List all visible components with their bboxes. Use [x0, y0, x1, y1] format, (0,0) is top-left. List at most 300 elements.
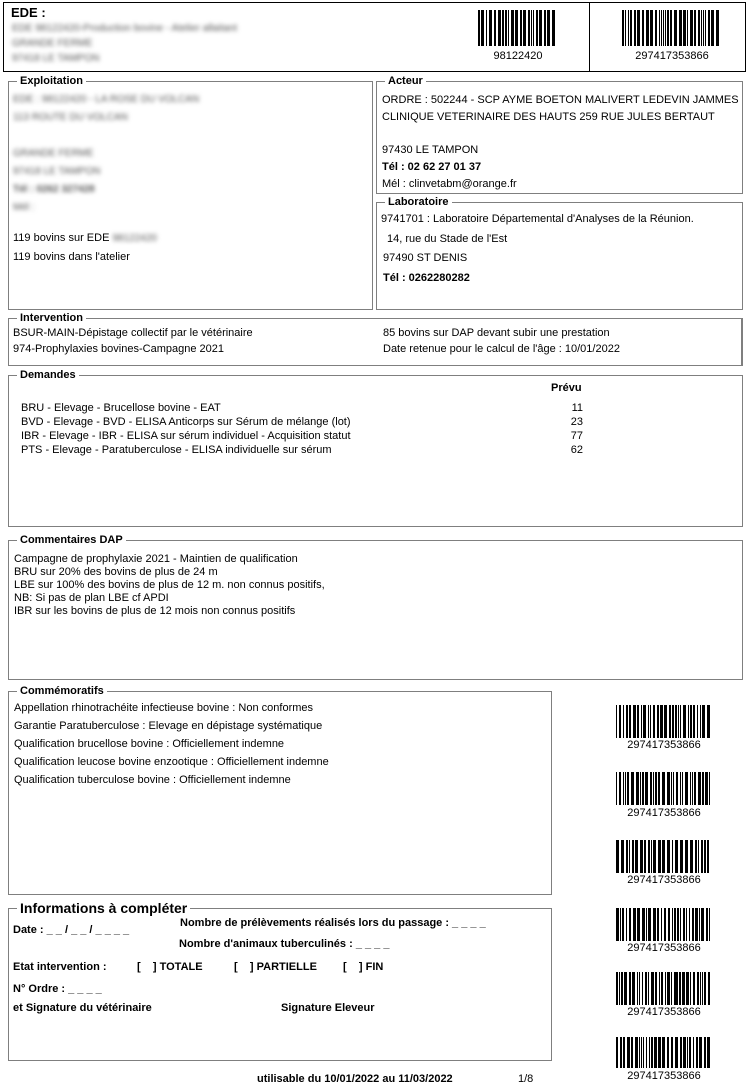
barcode-bar: [672, 705, 674, 738]
laboratoire-street: 14, rue du Stade de l'Est: [387, 233, 508, 245]
barcode-bar: [640, 772, 641, 805]
barcode-bar: [641, 705, 642, 738]
barcode-bar: [667, 972, 670, 1005]
barcode-bar: [621, 840, 624, 873]
demande-label: IBR - Elevage - IBR - ELISA sur sérum individuel - Acquisition statut: [21, 430, 351, 442]
barcode-bar: [658, 840, 661, 873]
barcode-bar: [701, 908, 704, 941]
barcode-bar: [692, 908, 694, 941]
demande-label: BVD - Elevage - BVD - ELISA Anticorps sur Sérum de mélange (lot): [21, 416, 351, 428]
barcode-bar: [634, 10, 636, 46]
laboratoire-tel: Tél : 0262280282: [383, 272, 470, 284]
exploitation-line-5: 97418 LE TAMPON: [13, 166, 101, 177]
side-barcode-1-text: 297417353866: [627, 739, 701, 751]
checkbox-totale[interactable]: [ ] TOTALE: [137, 961, 203, 973]
barcode-bar: [657, 908, 659, 941]
demande-value: 11: [571, 402, 583, 414]
barcode-bar: [689, 1037, 691, 1068]
barcode-bar: [703, 10, 704, 46]
exploitation-line-4: GRANDE FERME: [13, 148, 94, 159]
barcode-bar: [622, 908, 624, 941]
side-barcode-3: [616, 840, 712, 873]
exploitation-line-2: 113 ROUTE DU VOLCAN: [13, 112, 128, 123]
barcode-bar: [640, 840, 643, 873]
barcode-bar: [651, 1037, 653, 1068]
barcode-bar: [693, 1037, 694, 1068]
barcode-bar: [665, 972, 666, 1005]
barcode-bar: [683, 10, 686, 46]
barcode-bar: [643, 705, 646, 738]
commentaire-line: BRU sur 20% des bovins de plus de 24 m: [14, 566, 218, 578]
barcode-bar: [651, 840, 652, 873]
barcode-bar: [694, 772, 696, 805]
barcode-bar: [686, 972, 689, 1005]
barcode-bar: [653, 840, 656, 873]
page-number: 1/8: [518, 1073, 534, 1085]
barcode-bar: [700, 972, 701, 1005]
barcode-bar: [678, 705, 679, 738]
barcode-bar: [635, 1037, 638, 1068]
barcode-bar: [637, 10, 640, 46]
barcode-bar: [702, 972, 703, 1005]
barcode-bar: [635, 840, 638, 873]
barcode-bar: [698, 772, 701, 805]
checkbox-fin[interactable]: [ ] FIN: [343, 961, 384, 973]
header-divider: [589, 3, 590, 71]
table-row: [21, 429, 583, 443]
barcode-bar: [658, 1037, 661, 1068]
barcode-bar: [670, 10, 672, 46]
barcode-bar: [659, 10, 660, 46]
header-barcode-1-text: 98122420: [493, 50, 543, 62]
barcode-bar: [668, 908, 670, 941]
barcode-bar: [683, 1037, 686, 1068]
barcode-bar: [626, 840, 628, 873]
barcode-bar: [625, 10, 626, 46]
commentaire-line: Campagne de prophylaxie 2021 - Maintien de qualification: [14, 553, 298, 565]
barcode-bar: [682, 772, 683, 805]
commentaires-title: Commentaires DAP: [17, 533, 126, 547]
barcode-bar: [620, 1037, 622, 1068]
side-barcode-1: [616, 705, 712, 738]
informations-title: Informations à compléter: [17, 900, 190, 917]
side-barcode-3-text: 297417353866: [627, 874, 701, 886]
barcode-bar: [648, 840, 650, 873]
barcode-bar: [699, 908, 700, 941]
barcode-bar: [653, 772, 654, 805]
barcode-bar: [481, 10, 484, 46]
barcode-bar: [672, 840, 673, 873]
barcode-bar: [693, 972, 695, 1005]
barcode-bar: [627, 772, 629, 805]
barcode-bar: [685, 840, 688, 873]
barcode-bar: [498, 10, 501, 46]
barcode-bar: [536, 10, 538, 46]
barcode-bar: [688, 705, 689, 738]
barcode-bar: [675, 840, 678, 873]
header-barcode-2: [622, 10, 722, 46]
barcode-bar: [486, 10, 487, 46]
barcode-bar: [702, 772, 704, 805]
barcode-bar: [698, 840, 699, 873]
barcode-bar: [508, 10, 509, 46]
barcode-bar: [633, 705, 636, 738]
validity-footer: utilisable du 10/01/2022 au 11/03/2022: [257, 1073, 453, 1085]
barcode-bar: [680, 840, 683, 873]
barcode-bar: [676, 772, 678, 805]
barcode-bar: [631, 1037, 633, 1068]
barcode-bar: [671, 972, 672, 1005]
intervention-box: [8, 312, 743, 366]
barcode-bar: [626, 705, 628, 738]
demande-value: 77: [570, 430, 583, 442]
barcode-bar: [679, 972, 681, 1005]
barcode-bar: [661, 908, 662, 941]
barcode-bar: [699, 1037, 702, 1068]
barcode-bar: [667, 840, 670, 873]
laboratoire-city: 97490 ST DENIS: [383, 252, 468, 264]
barcode-bar: [623, 705, 624, 738]
barcode-bar: [625, 772, 626, 805]
commemoratifs-title: Commémoratifs: [17, 684, 107, 698]
demande-label: PTS - Elevage - Paratuberculose - ELISA individuelle sur sérum: [21, 444, 332, 456]
commemoratif-line: Qualification brucellose bovine : Officiellement indemne: [14, 738, 285, 750]
header-box: [3, 2, 746, 72]
barcode-bar: [704, 1037, 706, 1068]
commentaire-line: NB: Si pas de plan LBE cf APDI: [14, 592, 169, 604]
barcode-bar: [632, 840, 634, 873]
signature-eleveur[interactable]: Signature Eleveur: [281, 1002, 375, 1014]
barcode-bar: [674, 908, 676, 941]
barcode-bar: [661, 972, 663, 1005]
barcode-bar: [690, 705, 693, 738]
table-row: [21, 443, 583, 457]
commemoratif-line: Garantie Paratuberculose : Elevage en dépistage systématique: [14, 720, 323, 732]
barcode-bar: [655, 972, 657, 1005]
barcode-bar: [478, 10, 480, 46]
commemoratif-line: Appellation rhinotrachéite infectieuse bovine : Non conformes: [14, 702, 314, 714]
barcode-bar: [623, 1037, 625, 1068]
acteur-ordre: ORDRE : 502244 - SCP AYME BOETON MALIVERT LEDEVIN JAMMES: [382, 94, 739, 106]
barcode-bar: [671, 772, 672, 805]
demandes-title: Demandes: [17, 368, 79, 382]
barcode-bar: [622, 10, 624, 46]
barcode-bar: [658, 772, 660, 805]
barcode-bar: [616, 908, 619, 941]
intervention-type: BSUR-MAIN-Dépistage collectif par le vétérinaire: [13, 327, 253, 339]
barcode-bar: [706, 908, 708, 941]
bovins-sur-ede: [13, 231, 157, 246]
ede-line-2: GRANDE FERME: [12, 38, 93, 49]
barcode-bar: [683, 908, 685, 941]
barcode-bar: [651, 972, 654, 1005]
header-barcode-1: [478, 10, 558, 46]
barcode-bar: [637, 972, 638, 1005]
barcode-bar: [619, 705, 621, 738]
acteur-title: Acteur: [385, 74, 426, 88]
barcode-bar: [689, 908, 690, 941]
barcode-bar: [624, 972, 627, 1005]
barcode-bar: [648, 972, 649, 1005]
barcode-bar: [653, 705, 655, 738]
barcode-bar: [645, 772, 648, 805]
side-barcode-2-text: 297417353866: [627, 807, 701, 819]
barcode-bar: [641, 1037, 643, 1068]
barcode-bar: [653, 908, 656, 941]
barcode-bar: [642, 908, 645, 941]
barcode-bar: [630, 10, 632, 46]
side-barcode-5-text: 297417353866: [627, 1006, 701, 1018]
barcode-bar: [680, 772, 681, 805]
demandes-box: [8, 369, 743, 527]
prevu-header: Prévu: [551, 382, 582, 394]
barcode-bar: [637, 705, 639, 738]
barcode-bar: [552, 10, 555, 46]
commemoratif-line: Qualification leucose bovine enzootique : Officiellement indemne: [14, 756, 329, 768]
acteur-tel: Tél : 02 62 27 01 37: [382, 161, 482, 173]
bovins-sur-ede-number: 98122420: [112, 233, 157, 244]
demandes-table: [21, 401, 583, 457]
nb-prelevements-field[interactable]: Nombre de prélèvements réalisés lors du passage : _ _ _ _: [180, 917, 486, 929]
barcode-bar: [650, 10, 653, 46]
intervention-title: Intervention: [17, 311, 86, 325]
barcode-bar: [705, 10, 706, 46]
barcode-bar: [682, 972, 685, 1005]
barcode-bar: [643, 1037, 644, 1068]
barcode-bar: [664, 908, 666, 941]
barcode-bar: [698, 10, 700, 46]
barcode-bar: [673, 772, 674, 805]
date-field[interactable]: Date : _ _ / _ _ / _ _ _ _: [13, 924, 130, 936]
barcode-bar: [642, 10, 644, 46]
barcode-bar: [711, 10, 714, 46]
barcode-bar: [619, 772, 621, 805]
header-barcode-2-text: 297417353866: [635, 50, 709, 62]
barcode-bar: [502, 10, 504, 46]
barcode-bar: [645, 972, 647, 1005]
demande-value: 23: [570, 416, 583, 428]
barcode-bar: [547, 10, 550, 46]
barcode-bar: [662, 1037, 665, 1068]
barcode-bar: [708, 10, 710, 46]
barcode-bar: [639, 972, 640, 1005]
barcode-bar: [677, 908, 679, 941]
side-barcode-2: [616, 772, 712, 805]
barcode-bar: [690, 10, 693, 46]
barcode-bar: [695, 840, 697, 873]
barcode-bar: [704, 840, 706, 873]
barcode-bar: [672, 908, 673, 941]
barcode-bar: [700, 705, 701, 738]
intervention-date-age: Date retenue pour le calcul de l'âge : 10/01/2022: [383, 343, 620, 355]
barcode-bar: [660, 705, 663, 738]
barcode-bar: [616, 840, 619, 873]
barcode-bar: [539, 10, 542, 46]
barcode-bar: [707, 1037, 710, 1068]
exploitation-line-6: Tél : 0262 327428: [13, 184, 95, 195]
barcode-bar: [697, 705, 698, 738]
barcode-bar: [646, 1037, 647, 1068]
barcode-bar: [523, 10, 526, 46]
barcode-bar: [626, 908, 627, 941]
side-barcode-4: [616, 908, 712, 941]
laboratoire-box: [376, 196, 743, 310]
barcode-bar: [701, 840, 703, 873]
barcode-bar: [646, 908, 647, 941]
barcode-bar: [685, 772, 688, 805]
barcode-bar: [716, 10, 719, 46]
barcode-bar: [674, 10, 677, 46]
barcode-bar: [686, 908, 687, 941]
barcode-bar: [650, 705, 651, 738]
barcode-bar: [633, 908, 636, 941]
barcode-bar: [637, 908, 640, 941]
barcode-bar: [528, 10, 530, 46]
barcode-bar: [531, 10, 532, 46]
barcode-bar: [655, 772, 657, 805]
barcode-bar: [694, 10, 696, 46]
barcode-bar: [627, 1037, 630, 1068]
barcode-bar: [708, 972, 710, 1005]
checkbox-partielle[interactable]: [ ] PARTIELLE: [234, 961, 317, 973]
laboratoire-name: 9741701 : Laboratoire Départemental d'Analyses de la Réunion.: [381, 213, 694, 225]
barcode-bar: [533, 10, 534, 46]
table-row: [21, 415, 583, 429]
side-barcode-6-text: 297417353866: [627, 1070, 701, 1082]
barcode-bar: [692, 772, 693, 805]
barcode-bar: [687, 10, 688, 46]
side-barcode-6: [616, 1037, 712, 1068]
exploitation-title: Exploitation: [17, 74, 86, 88]
barcode-bar: [701, 10, 702, 46]
nb-animaux-field[interactable]: Nombre d'animaux tuberculinés : _ _ _ _: [179, 938, 390, 950]
barcode-bar: [662, 840, 665, 873]
barcode-bar: [690, 840, 693, 873]
barcode-bar: [616, 1037, 618, 1068]
barcode-bar: [687, 1037, 689, 1068]
barcode-bar: [696, 1037, 698, 1068]
barcode-bar: [663, 10, 664, 46]
signature-veterinaire[interactable]: et Signature du vétérinaire: [13, 1002, 152, 1014]
barcode-bar: [675, 972, 678, 1005]
intervention-bovins-dap: 85 bovins sur DAP devant subir une prestation: [383, 327, 610, 339]
barcode-bar: [616, 772, 617, 805]
intervention-campagne: 974-Prophylaxies bovines-Campagne 2021: [13, 343, 224, 355]
barcode-bar: [639, 1037, 640, 1068]
ede-line-1: EDE 98122420-Production bovine - Atelier allaitant: [12, 23, 238, 34]
barcode-bar: [628, 10, 629, 46]
commemoratif-line: Qualification tuberculose bovine : Officiellement indemne: [14, 774, 291, 786]
demande-label: BRU - Elevage - Brucellose bovine - EAT: [21, 402, 221, 414]
barcode-bar: [697, 972, 699, 1005]
etat-intervention-label: Etat intervention :: [13, 961, 107, 973]
exploitation-box: [8, 75, 373, 310]
barcode-bar: [629, 840, 630, 873]
barcode-bar: [650, 772, 652, 805]
barcode-bar: [642, 972, 643, 1005]
barcode-bar: [619, 972, 620, 1005]
informations-box: [8, 900, 552, 1061]
acteur-city: 97430 LE TAMPON: [382, 144, 479, 156]
barcode-bar: [655, 10, 657, 46]
side-barcode-4-text: 297417353866: [627, 942, 701, 954]
barcode-bar: [649, 1037, 650, 1068]
barcode-bar: [515, 10, 518, 46]
exploitation-line-1: EDE : 98122420 - LA ROSE DU VOLCAN: [13, 94, 200, 105]
barcode-bar: [644, 840, 646, 873]
acteur-mel: Mél : clinvetabm@orange.fr: [382, 178, 517, 190]
barcode-bar: [654, 1037, 657, 1068]
barcode-bar: [683, 705, 686, 738]
barcode-bar: [494, 10, 496, 46]
barcode-bar: [680, 908, 681, 941]
barcode-bar: [505, 10, 507, 46]
acteur-box: [376, 75, 743, 194]
barcode-bar: [511, 10, 514, 46]
barcode-bar: [705, 772, 708, 805]
barcode-bar: [544, 10, 546, 46]
barcode-bar: [646, 10, 649, 46]
barcode-bar: [664, 705, 667, 738]
barcode-bar: [671, 1037, 673, 1068]
barcode-bar: [667, 1037, 669, 1068]
ede-line-3: 97418 LE TAMPON: [12, 53, 100, 64]
side-barcode-5: [616, 972, 712, 1005]
barcode-bar: [648, 705, 649, 738]
table-row: [21, 401, 583, 415]
barcode-bar: [621, 972, 623, 1005]
barcode-bar: [662, 772, 665, 805]
barcode-bar: [695, 908, 698, 941]
barcode-bar: [629, 908, 631, 941]
barcode-bar: [690, 972, 691, 1005]
barcode-bar: [631, 772, 634, 805]
ede-label: EDE :: [11, 5, 46, 20]
barcode-bar: [661, 10, 662, 46]
barcode-bar: [690, 772, 691, 805]
barcode-bar: [623, 772, 624, 805]
barcode-bar: [642, 772, 644, 805]
bovins-dans-atelier: 119 bovins dans l'atelier: [13, 251, 130, 263]
bovins-sur-ede-label: 119 bovins sur EDE: [13, 232, 110, 244]
barcode-bar: [680, 705, 681, 738]
barcode-bar: [709, 772, 710, 805]
barcode-bar: [616, 705, 617, 738]
barcode-bar: [669, 705, 671, 738]
barcode-bar: [636, 772, 639, 805]
acteur-clinique: CLINIQUE VETERINAIRE DES HAUTS 259 RUE JULES BERTAUT: [382, 111, 715, 123]
barcode-bar: [657, 705, 659, 738]
barcode-bar: [489, 10, 492, 46]
barcode-bar: [675, 705, 677, 738]
commemoratifs-box: [8, 685, 552, 895]
demande-value: 62: [570, 444, 583, 456]
barcode-bar: [693, 705, 695, 738]
no-ordre-field[interactable]: N° Ordre : _ _ _ _: [13, 983, 102, 995]
barcode-bar: [707, 705, 710, 738]
barcode-bar: [675, 1037, 678, 1068]
barcode-bar: [709, 908, 710, 941]
barcode-bar: [659, 972, 660, 1005]
exploitation-line-7: Mél :: [13, 202, 35, 213]
barcode-bar: [679, 10, 682, 46]
commentaire-line: IBR sur les bovins de plus de 12 mois non connus positifs: [14, 605, 296, 617]
barcode-bar: [667, 772, 670, 805]
commentaires-box: [8, 534, 743, 680]
barcode-bar: [702, 705, 705, 738]
barcode-bar: [632, 972, 635, 1005]
barcode-bar: [680, 1037, 682, 1068]
